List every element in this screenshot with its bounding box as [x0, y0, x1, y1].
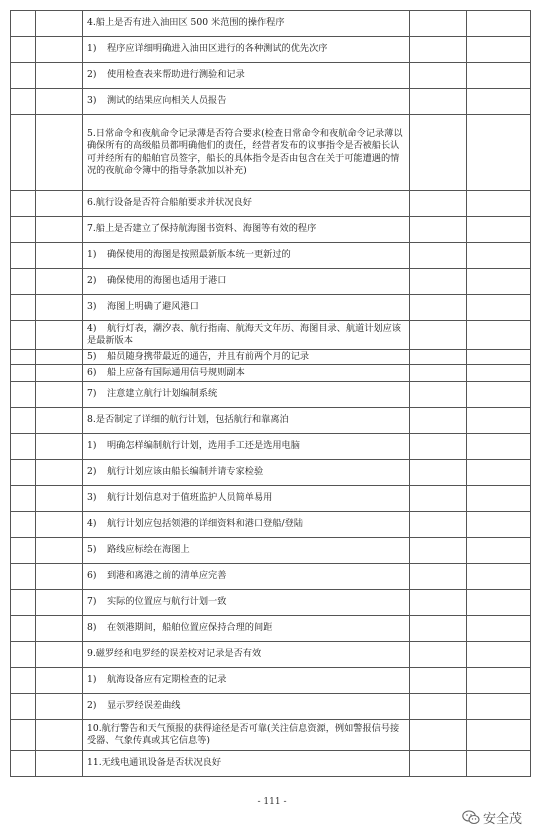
- remark-cell[interactable]: [467, 243, 531, 269]
- category-cell: [36, 434, 83, 460]
- remark-cell[interactable]: [467, 11, 531, 37]
- index-cell: [11, 295, 36, 321]
- category-cell: [36, 720, 83, 751]
- remark-cell[interactable]: [467, 564, 531, 590]
- item-number: 8): [87, 622, 97, 634]
- index-cell: [11, 37, 36, 63]
- table-row: [11, 11, 531, 37]
- category-cell: [36, 37, 83, 63]
- result-cell[interactable]: [410, 89, 467, 115]
- item-cell: [83, 295, 410, 321]
- remark-cell[interactable]: [467, 63, 531, 89]
- result-cell[interactable]: [410, 382, 467, 408]
- result-cell[interactable]: [410, 694, 467, 720]
- item-text: 测试的结果应向相关人员报告: [107, 95, 227, 107]
- table-row: [11, 720, 531, 751]
- index-cell: [11, 191, 36, 217]
- result-cell[interactable]: [410, 321, 467, 350]
- remark-cell[interactable]: [467, 538, 531, 564]
- item-cell: [83, 365, 410, 382]
- index-cell: [11, 63, 36, 89]
- table-row: [11, 434, 531, 460]
- item-text: 在领港期间，船舶位置应保持合理的间距: [107, 622, 273, 634]
- result-cell[interactable]: [410, 269, 467, 295]
- table-row: [11, 37, 531, 63]
- result-cell[interactable]: [410, 564, 467, 590]
- item-cell: [83, 460, 410, 486]
- remark-cell[interactable]: [467, 434, 531, 460]
- result-cell[interactable]: [410, 512, 467, 538]
- table-row: [11, 642, 531, 668]
- remark-cell[interactable]: [467, 590, 531, 616]
- item-number: 5): [87, 350, 97, 362]
- category-cell: [36, 616, 83, 642]
- item-text: 航海设备应有定期检查的记录: [107, 674, 227, 686]
- category-cell: [36, 11, 83, 37]
- remark-cell[interactable]: [467, 720, 531, 751]
- wechat-icon: [462, 810, 480, 825]
- table-row: [11, 191, 531, 217]
- category-cell: [36, 694, 83, 720]
- table-row: [11, 668, 531, 694]
- category-cell: [36, 590, 83, 616]
- watermark: [462, 808, 522, 827]
- item-cell: [83, 191, 410, 217]
- item-number: 4): [87, 322, 97, 334]
- index-cell: [11, 321, 36, 350]
- item-number: 3): [87, 492, 97, 504]
- table-row: [11, 350, 531, 365]
- result-cell[interactable]: [410, 295, 467, 321]
- item-text: 船员随身携带最近的通告，并且有前两个月的记录: [107, 350, 310, 362]
- remark-cell[interactable]: [467, 269, 531, 295]
- item-cell: [83, 642, 410, 668]
- index-cell: [11, 434, 36, 460]
- item-text: 航行灯表，潮汐表、航行指南、航海天文年历、海图目录、航道计划应该是最新版本: [87, 322, 401, 346]
- result-cell[interactable]: [410, 63, 467, 89]
- result-cell[interactable]: [410, 460, 467, 486]
- table-row: [11, 590, 531, 616]
- item-number: 1): [87, 440, 97, 452]
- remark-cell[interactable]: [467, 37, 531, 63]
- item-cell: [83, 115, 410, 191]
- result-cell[interactable]: [410, 37, 467, 63]
- category-cell: [36, 115, 83, 191]
- item-text: 显示罗经误差曲线: [107, 700, 181, 712]
- item-text: 路线应标绘在海图上: [107, 544, 190, 556]
- remark-cell[interactable]: [467, 382, 531, 408]
- index-cell: [11, 408, 36, 434]
- category-cell: [36, 191, 83, 217]
- item-cell: [83, 37, 410, 63]
- result-cell[interactable]: [410, 751, 467, 777]
- table-row: [11, 486, 531, 512]
- item-cell: [83, 668, 410, 694]
- remark-cell[interactable]: [467, 460, 531, 486]
- table-row: [11, 538, 531, 564]
- table-row: [11, 321, 531, 350]
- item-cell: [83, 512, 410, 538]
- remark-cell[interactable]: [467, 694, 531, 720]
- table-row: [11, 694, 531, 720]
- item-cell: [83, 217, 410, 243]
- category-cell: [36, 365, 83, 382]
- item-cell: [83, 243, 410, 269]
- result-cell[interactable]: [410, 668, 467, 694]
- table-row: [11, 751, 531, 777]
- category-cell: [36, 382, 83, 408]
- index-cell: [11, 538, 36, 564]
- item-cell: [83, 538, 410, 564]
- item-text: 注意建立航行计划编制系统: [107, 388, 218, 400]
- result-cell[interactable]: [410, 365, 467, 382]
- category-cell: [36, 295, 83, 321]
- item-number: 3): [87, 301, 97, 313]
- index-cell: [11, 11, 36, 37]
- remark-cell[interactable]: [467, 217, 531, 243]
- remark-cell[interactable]: [467, 350, 531, 365]
- result-cell[interactable]: [410, 408, 467, 434]
- item-cell: [83, 11, 410, 37]
- checklist-rows: [11, 11, 531, 777]
- item-text: 4.船上是否有进入油田区 500 米范围的操作程序: [87, 17, 285, 29]
- table-row: [11, 269, 531, 295]
- item-text: 明确怎样编制航行计划，选用手工还是选用电脑: [107, 440, 300, 452]
- item-number: 3): [87, 95, 97, 107]
- item-cell: [83, 616, 410, 642]
- watermark-text: 安全茂: [483, 812, 523, 827]
- item-text: 8.是否制定了详细的航行计划，包括航行和靠离泊: [87, 414, 289, 426]
- result-cell[interactable]: [410, 11, 467, 37]
- item-text: 船上应备有国际通用信号规则副本: [107, 366, 245, 378]
- index-cell: [11, 269, 36, 295]
- remark-cell[interactable]: [467, 295, 531, 321]
- item-number: 2): [87, 69, 97, 81]
- item-text: 7.船上是否建立了保持航海图书资料、海图等有效的程序: [87, 223, 317, 235]
- result-cell[interactable]: [410, 642, 467, 668]
- item-cell: [83, 382, 410, 408]
- category-cell: [36, 217, 83, 243]
- table-row: [11, 365, 531, 382]
- index-cell: [11, 89, 36, 115]
- result-cell[interactable]: [410, 486, 467, 512]
- item-text: 10.航行警告和天气预报的获得途径是否可靠(关注信息资源，例如警报信号接受器、气象传真或其它信息等): [87, 722, 400, 746]
- table-row: [11, 243, 531, 269]
- result-cell[interactable]: [410, 616, 467, 642]
- remark-cell[interactable]: [467, 751, 531, 777]
- category-cell: [36, 512, 83, 538]
- category-cell: [36, 408, 83, 434]
- remark-cell[interactable]: [467, 115, 531, 191]
- index-cell: [11, 668, 36, 694]
- remark-cell[interactable]: [467, 668, 531, 694]
- index-cell: [11, 590, 36, 616]
- category-cell: [36, 321, 83, 350]
- item-cell: [83, 564, 410, 590]
- table-row: [11, 512, 531, 538]
- item-text: 航行计划应该由船长编制并请专家检验: [107, 466, 264, 478]
- item-text: 实际的位置应与航行计划一致: [107, 596, 227, 608]
- index-cell: [11, 751, 36, 777]
- item-number: 2): [87, 700, 97, 712]
- category-cell: [36, 460, 83, 486]
- table-row: [11, 115, 531, 191]
- remark-cell[interactable]: [467, 512, 531, 538]
- category-cell: [36, 269, 83, 295]
- item-text: 11.无线电通讯设备是否状况良好: [87, 757, 222, 769]
- remark-cell[interactable]: [467, 616, 531, 642]
- item-cell: [83, 350, 410, 365]
- category-cell: [36, 751, 83, 777]
- index-cell: [11, 115, 36, 191]
- table-row: [11, 382, 531, 408]
- category-cell: [36, 89, 83, 115]
- remark-cell[interactable]: [467, 89, 531, 115]
- index-cell: [11, 460, 36, 486]
- checklist-table: [10, 10, 531, 777]
- result-cell[interactable]: [410, 538, 467, 564]
- item-cell: [83, 486, 410, 512]
- table-row: [11, 63, 531, 89]
- item-number: 1): [87, 674, 97, 686]
- item-cell: [83, 89, 410, 115]
- index-cell: [11, 694, 36, 720]
- category-cell: [36, 243, 83, 269]
- result-cell[interactable]: [410, 590, 467, 616]
- item-text: 海图上明确了避风港口: [107, 301, 199, 313]
- category-cell: [36, 350, 83, 365]
- table-row: [11, 89, 531, 115]
- remark-cell[interactable]: [467, 191, 531, 217]
- item-text: 到港和离港之前的清单应完善: [107, 570, 227, 582]
- table-row: [11, 564, 531, 590]
- result-cell[interactable]: [410, 191, 467, 217]
- item-text: 6.航行设备是否符合船舶要求并状况良好: [87, 197, 252, 209]
- index-cell: [11, 350, 36, 365]
- category-cell: [36, 642, 83, 668]
- item-number: 1): [87, 43, 97, 55]
- index-cell: [11, 243, 36, 269]
- item-number: 7): [87, 596, 97, 608]
- table-row: [11, 408, 531, 434]
- item-cell: [83, 269, 410, 295]
- table-row: [11, 616, 531, 642]
- item-text: 9.磁罗经和电罗经的误差校对记录是否有效: [87, 648, 262, 660]
- page-number: - 111 -: [257, 797, 287, 807]
- result-cell[interactable]: [410, 434, 467, 460]
- item-number: 1): [87, 249, 97, 261]
- index-cell: [11, 616, 36, 642]
- item-cell: [83, 408, 410, 434]
- index-cell: [11, 217, 36, 243]
- index-cell: [11, 382, 36, 408]
- item-number: 2): [87, 275, 97, 287]
- item-number: 4): [87, 518, 97, 530]
- table-row: [11, 295, 531, 321]
- item-cell: [83, 720, 410, 751]
- remark-cell[interactable]: [467, 321, 531, 350]
- category-cell: [36, 486, 83, 512]
- table-row: [11, 460, 531, 486]
- remark-cell[interactable]: [467, 642, 531, 668]
- category-cell: [36, 668, 83, 694]
- result-cell[interactable]: [410, 720, 467, 751]
- item-text: 航行计划信息对于值班监护人员简单易用: [107, 492, 273, 504]
- category-cell: [36, 538, 83, 564]
- index-cell: [11, 365, 36, 382]
- item-text: 确保使用的海图是按照最新版本统一更新过的: [107, 249, 291, 261]
- index-cell: [11, 720, 36, 751]
- result-cell[interactable]: [410, 350, 467, 365]
- index-cell: [11, 642, 36, 668]
- item-text: 确保使用的海图也适用于港口: [107, 275, 227, 287]
- item-cell: [83, 751, 410, 777]
- remark-cell[interactable]: [467, 365, 531, 382]
- item-cell: [83, 434, 410, 460]
- result-cell[interactable]: [410, 243, 467, 269]
- index-cell: [11, 512, 36, 538]
- remark-cell[interactable]: [467, 408, 531, 434]
- result-cell[interactable]: [410, 115, 467, 191]
- item-text: 使用检查表来帮助进行测验和记录: [107, 69, 245, 81]
- result-cell[interactable]: [410, 217, 467, 243]
- item-text: 航行计划应包括领港的详细资料和港口登船/登陆: [107, 518, 304, 530]
- category-cell: [36, 564, 83, 590]
- item-cell: [83, 590, 410, 616]
- index-cell: [11, 486, 36, 512]
- item-cell: [83, 694, 410, 720]
- remark-cell[interactable]: [467, 486, 531, 512]
- item-number: 6): [87, 366, 97, 378]
- index-cell: [11, 564, 36, 590]
- category-cell: [36, 63, 83, 89]
- item-cell: [83, 63, 410, 89]
- table-row: [11, 217, 531, 243]
- item-cell: [83, 321, 410, 350]
- item-number: 2): [87, 466, 97, 478]
- item-number: 7): [87, 388, 97, 400]
- item-number: 6): [87, 570, 97, 582]
- item-text: 程序应详细明确进入油田区进行的各种测试的优先次序: [107, 43, 328, 55]
- item-number: 5): [87, 544, 97, 556]
- item-text: 5.日常命令和夜航命令记录薄是否符合要求(检查日常命令和夜航命令记录薄以确保所有的高级船员都明确他们的责任，经营者发布的议事指令是否被船长认可并经所有的船舶官员签字，船长的具体指令是否由包含在关于可能遭遇的情况的夜航命令簿中的指导条款加以补充): [87, 127, 403, 176]
